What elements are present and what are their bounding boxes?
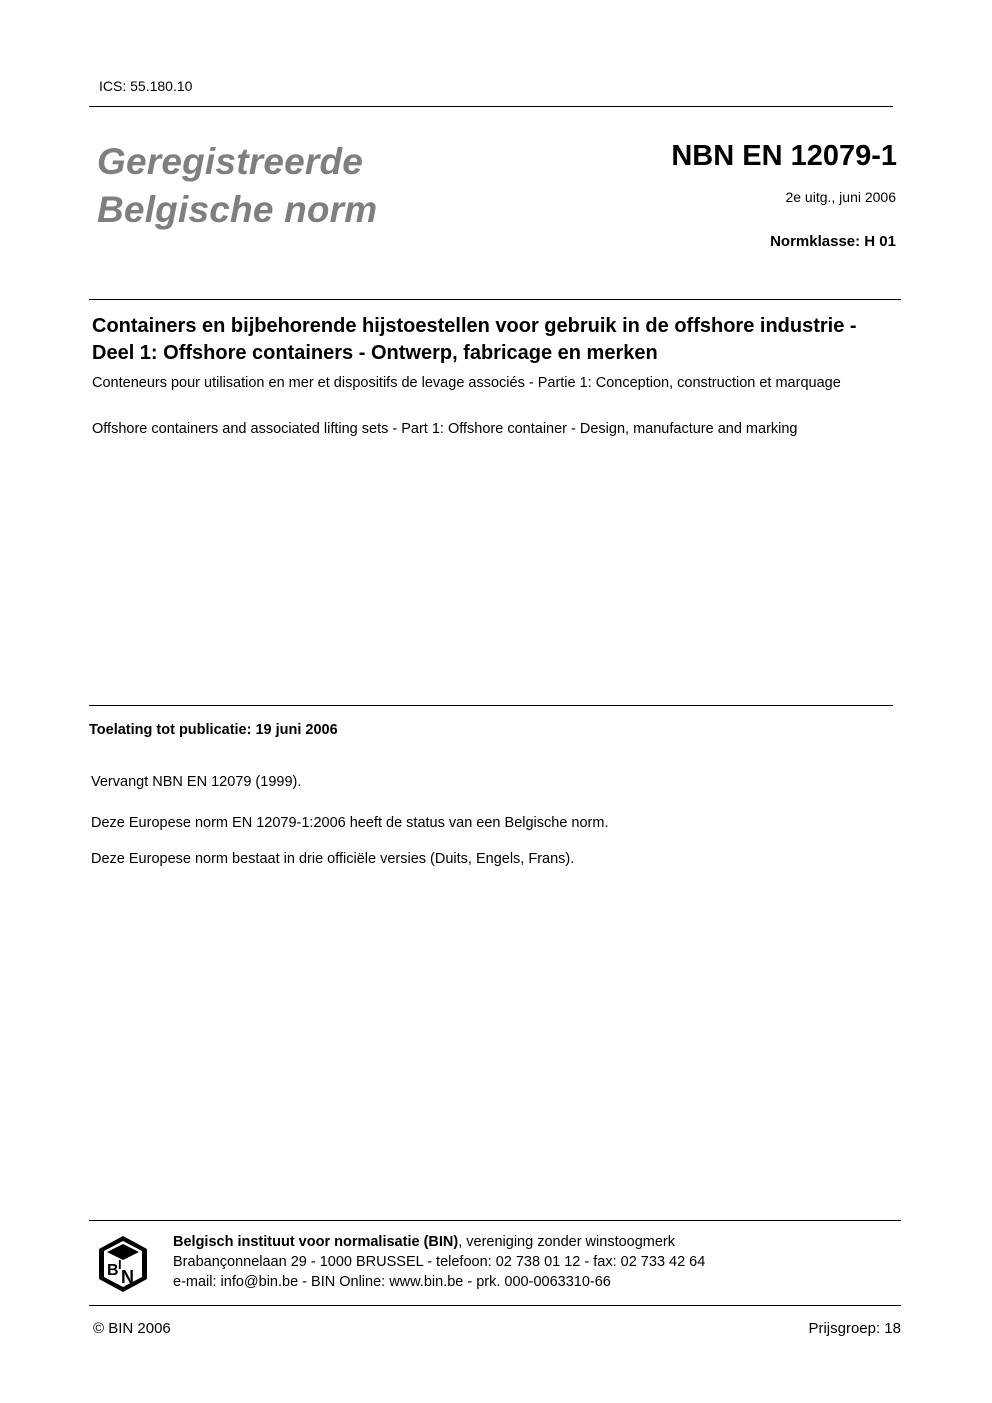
registered-line-2: Belgische norm xyxy=(97,189,378,230)
ics-code: ICS: 55.180.10 xyxy=(99,78,193,94)
footer-divider xyxy=(89,1220,901,1221)
status-note: Deze Europese norm EN 12079-1:2006 heeft de status van een Belgische norm. xyxy=(91,815,609,831)
title-english: Offshore containers and associated lifting sets - Part 1: Offshore container - Design, manufacture and marking xyxy=(92,421,798,437)
publication-divider xyxy=(89,705,893,706)
bin-address: Brabançonnelaan 29 - 1000 BRUSSEL - telefoon: 02 738 01 12 - fax: 02 733 42 64 xyxy=(173,1254,706,1270)
svg-text:B: B xyxy=(107,1262,119,1279)
bin-org-suffix: , vereniging zonder winstoogmerk xyxy=(458,1234,676,1250)
title-divider xyxy=(89,299,901,300)
header-divider xyxy=(89,106,893,107)
bin-logo-icon xyxy=(98,1235,148,1293)
replaces-note: Vervangt NBN EN 12079 (1999). xyxy=(91,774,302,790)
price-group: Prijsgroep: 18 xyxy=(808,1320,901,1337)
bin-contact-block xyxy=(173,1232,705,1292)
norm-code: NBN EN 12079-1 xyxy=(671,140,897,172)
bin-org-line xyxy=(173,1232,705,1252)
copyright: © BIN 2006 xyxy=(93,1320,171,1337)
title-dutch: Containers en bijbehorende hijstoestellen voor gebruik in de offshore industrie - Deel 1: Offshore containers - Ontwerp, fabricage en merken xyxy=(92,315,857,364)
norm-class: Normklasse: H 01 xyxy=(770,233,896,250)
svg-text:N: N xyxy=(121,1267,134,1287)
svg-text:I: I xyxy=(118,1257,122,1272)
edition: 2e uitg., juni 2006 xyxy=(785,189,896,205)
title-french: Conteneurs pour utilisation en mer et dispositifs de levage associés - Partie 1: Conception, construction et marquage xyxy=(92,375,841,391)
bin-org-name: Belgisch instituut voor normalisatie (BIN) xyxy=(173,1234,459,1250)
bottom-divider xyxy=(89,1305,901,1306)
registered-line-1: Geregistreerde xyxy=(97,141,364,182)
versions-note: Deze Europese norm bestaat in drie officiële versies (Duits, Engels, Frans). xyxy=(91,851,575,867)
registered-norm-heading xyxy=(97,138,377,234)
bin-contact: e-mail: info@bin.be - BIN Online: www.bin.be - prk. 000-0063310-66 xyxy=(173,1274,611,1290)
approval-date: Toelating tot publicatie: 19 juni 2006 xyxy=(89,722,338,738)
